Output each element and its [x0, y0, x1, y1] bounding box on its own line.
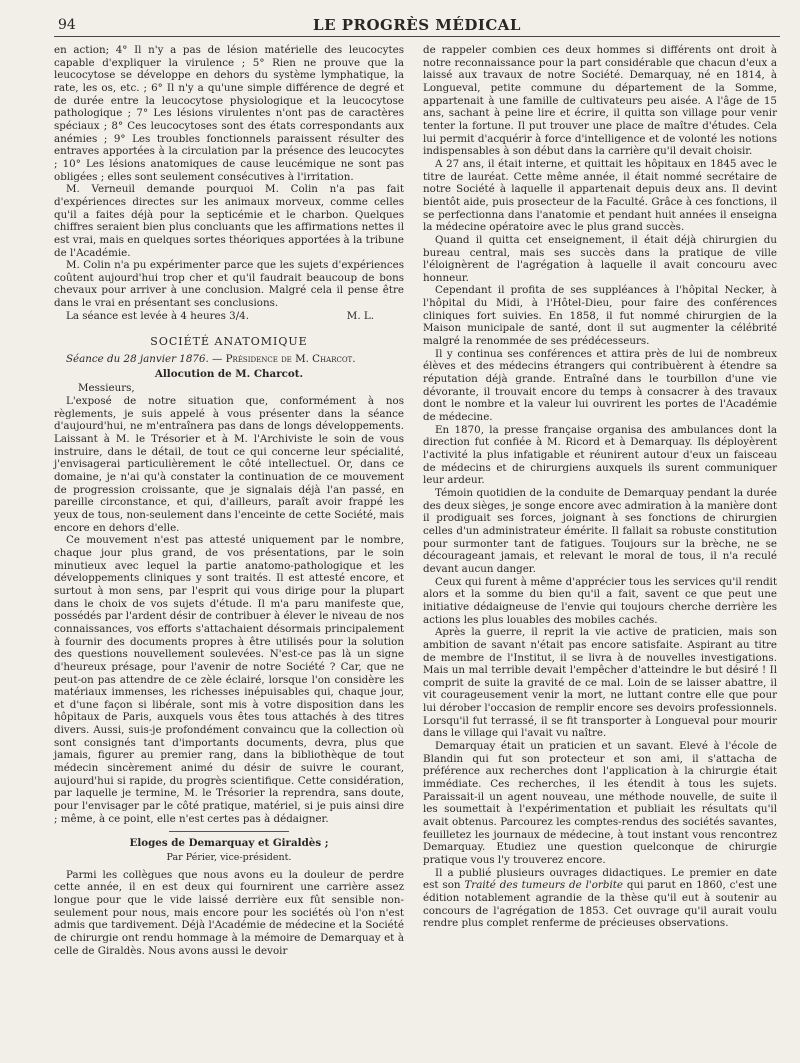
paragraph: Après la guerre, il reprit la vie active de praticien, mais son ambition de savant n'était pas encore satisfaite. Aspirant au titre de membre de l'Institut, il se livra à de nouvelles investigations. Mais un mal terrible devait l'empêcher d'atteindre le but désiré ! Il comprit de suite la gravité de ce mal. Loin de se laisser abattre, il vit courageusement venir la mort, ne luttant contre elle que pour lui dérober l'occasion de remplir encore ses devoirs professionnels. Lorsqu'il fut terrassé, il se fit transporter à Longueval pour mourir dans le village qui l'avait vu naître.: [423, 626, 777, 740]
paragraph: Cependant il profita de ses suppléances à l'hôpital Necker, à l'hôpital du Midi, à l'Hôtel-Dieu, pour faire des conférences cliniques fort suivies. En 1858, il fut nommé chirurgien de la Maison municipale de santé, dont il sut augmenter la célébrité malgré la renommée de ses prédécesseurs.: [423, 284, 777, 348]
page-header: [54, 14, 780, 37]
paragraph: A 27 ans, il était interne, et quittait les hôpitaux en 1845 avec le titre de lauréat. Cette même année, il était nommé secrétaire de notre Société à laquelle il appartenait depuis deux ans. Il devint bientôt aide, puis prosecteur de la Faculté. Grâce à ces fonctions, il se perfectionna dans l'anatomie et pendant huit années il enseigna la médecine opératoire avec le plus grand succès.: [423, 157, 777, 234]
paragraph: En 1870, la presse française organisa des ambulances dont la direction fut confiée à M. Ricord et à Demarquay. Ils déployèrent l'activité la plus infatigable et réunirent autour d'eux un faisceau de médecins et de chirurgiens auxquels ils surent communiquer leur ardeur.: [423, 423, 777, 487]
paragraph: L'exposé de notre situation que, conformément à nos règlements, je suis appelé à vous présenter dans la séance d'aujourd'hui, ne m'entraînera pas dans de longs développements. Laissant à M. le Trésorier et à M. l'Archiviste le soin de vous instruire, dans le détail, de tout ce qui concerne leur spécialité, j'envisagerai particulièrement le côté intellectuel. Or, dans ce domaine, je n'ai qu'à constater la continuation de ce mouvement de progression croissante, que je signalais déjà l'an passé, en pareille circonstance, et qui, d'ailleurs, paraît avoir frappé les yeux de tous, non-seulement dans l'enceinte de cette Société, mais encore en dehors d'elle.: [54, 395, 404, 534]
session-line: [54, 353, 404, 366]
left-column: [54, 44, 404, 957]
divider: [169, 831, 289, 832]
paragraph: M. Colin n'a pu expérimenter parce que les sujets d'expériences coûtent aujourd'hui trop cher et qu'il faudrait beaucoup de bons chevaux pour arriver à une conclusion. Malgré cela il pense être dans le vrai en présentant ses conclusions.: [54, 259, 404, 310]
paragraph: Demarquay était un praticien et un savant. Elevé à l'école de Blandin qui fut son protecteur et son ami, il s'attacha de préférence aux recherches dont l'application à la chirurgie était immédiate. Ces recherches, il les étendit à tous les sujets. Paraissait-il un agent nouveau, une méthode nouvelle, de suite il les soumettait à l'expérimentation et publiait les résultats qu'il avait obtenus. Parcourez les comptes-rendus des sociétés savantes, feuilletez les journaux de médecine, à tout instant vous rencontrez Demarquay. Etudiez une question quelconque de chirurgie pratique vous l'y trouverez encore.: [423, 740, 777, 866]
paragraph: [423, 867, 777, 930]
paragraph: Ce mouvement n'est pas attesté uniquement par le nombre, chaque jour plus grand, de vos présentations, par le soin minutieux avec lequel la partie anatomo-pathologique et les développements cliniques y sont traités. Il est attesté encore, et surtout à mon sens, par l'esprit qui vous dirige pour la plupart dans le choix de vos sujets d'étude. Il m'a paru manifeste que, possédés par l'ardent désir de contribuer à élever le niveau de nos connaissances, vos efforts s'attachaient désormais principalement à fournir des documents propres à être utilisés pour la solution des questions nouvellement soulevées. N'est-ce pas là un signe d'heureux présage, pour l'avenir de notre Société ? Car, que ne peut-on pas attendre de ce zèle éclairé, lorsque l'on considère les matériaux immenses, les richesses inépuisables qui, chaque jour, et d'une façon si libérale, sont mis à votre disposition dans les hôpitaux de Paris, auxquels vous êtes tous attachés à des titres divers. Aussi, suis-je profondément convaincu que la collection où sont consignés tant d'importants documents, devra, plus que jamais, figurer au premier rang, dans la bibliothèque de tout médecin sincèrement animé du désir de suivre le courant, aujourd'hui si rapide, du progrès scientifique. Cette considération, par laquelle je termine, M. le Trésorier la reprendra, sans doute, pour l'envisager par le côté pratique, matériel, si je puis ainsi dire ; même, à ce point, elle n'est certes pas à dédaigner.: [54, 534, 404, 825]
session-chair: — Présidence de M. Charcot.: [212, 353, 356, 366]
paragraph: M. Verneuil demande pourquoi M. Colin n'a pas fait d'expériences directes sur les animaux morveux, comme celles qu'il a faites déjà pour la septicémie et le charbon. Quelques chiffres seraient bien plus concluants que les affirmations nettes il est vrai, mais en quelques sortes théoriques apportées à la tribune de l'Académie.: [54, 183, 404, 259]
section-title: SOCIÉTÉ ANATOMIQUE: [150, 335, 308, 349]
session-date: Séance du 28 janvier 1876.: [66, 353, 209, 366]
paragraph: Ceux qui furent à même d'apprécier tous les services qu'il rendit alors et la somme du bien qu'il a fait, savent ce que peut une initiative dédaigneuse de l'envie qui toujours cherche derrière les actions les plus louables des mobiles cachés.: [423, 575, 777, 626]
book-title: Traité des tumeurs de l'orbite: [464, 879, 623, 892]
paragraph: Il y continua ses conférences et attira près de lui de nombreux élèves et des médecins étrangers qui contribuèrent à étendre sa réputation déjà grande. Entraîné dans le tourbillon d'une vie dévorante, il trouvait encore du temps à consacrer à des travaux dont le nombre et la valeur lui ouvrirent les portes de l'Académie de médecine.: [423, 347, 777, 424]
paragraph: Témoin quotidien de la conduite de Demarquay pendant la durée des deux sièges, je songe encore avec admiration à la manière dont il prodiguait ses forces, joignant à ses fonctions de chirurgien celles d'un administrateur émérite. Il fallait sa robuste constitution pour surmonter tant de fatigues. Toujours sur la brèche, ne se décourageant jamais, et relevant le moral de tous, il n'a reculé devant aucun danger.: [423, 486, 777, 575]
eloges-title: Eloges de Demarquay et Giraldès ;: [129, 837, 329, 850]
allocution-title: Allocution de M. Charcot.: [154, 367, 304, 380]
closing-text: La séance est levée à 4 heures 3/4.: [66, 309, 249, 322]
closing-line: [54, 310, 404, 323]
salutation: Messieurs,: [78, 382, 135, 395]
paragraph: de rappeler combien ces deux hommes si différents ont droit à notre reconnaissance pour la part considérable que chacun d'eux a laissé aux travaux de notre Société. Demarquay, né en 1814, à Longueval, petite commune du département de la Somme, appartenait à une famille de cultivateurs peu aisée. A l'âge de 15 ans, sachant à peine lire et écrire, il quitta son village pour venir tenter la fortune. Il put trouver une place de maître d'études. Cela lui permit d'acquérir à force d'intelligence et de volonté les notions indispensables à son début dans la carrière qu'il devait choisir.: [423, 44, 777, 158]
paragraph: Parmi les collègues que nous avons eu la douleur de perdre cette année, il en est deux qui fournirent une carrière assez longue pour que le vide laissé derrière eux fût sensible non-seulement pour nous, mais encore pour les sociétés où l'on n'est admis que tardivement. Déjà l'Académie de médecine et la Société de chirurgie ont rendu hommage à la mémoire de Demarquay et à celle de Giraldès. Nous avons aussi le devoir: [54, 868, 404, 957]
eloges-byline: Par Périer, vice-président.: [166, 852, 292, 864]
right-column: [423, 44, 777, 930]
paragraph: en action; 4° Il n'y a pas de lésion matérielle des leucocytes capable d'expliquer la virulence ; 5° Rien ne prouve que la leucocytose se développe en dehors du système lymphatique, la rate, les os, etc. ; 6° Il n'y a qu'une simple différence de degré et de durée entre la leucocytose physiologique et la leucocytose pathologique ; 7° Les lésions virulentes n'ont pas de caractères spéciaux ; 8° Ces leucocytoses sont des états correspondants aux anémies ; 9° Les troubles fonctionnels paraissent résulter des entraves apportées à la circulation par la présence des leucocytes ; 10° Les lésions anatomiques de cause leucémique ne sont pas obligées ; elles sont seulement consécutives à l'irritation.: [54, 44, 404, 183]
paragraph: Quand il quitta cet enseignement, il était déjà chirurgien du bureau central, mais ses succès dans la pratique de ville l'éloignèrent de l'agrégation à laquelle il avait concouru avec honneur.: [423, 233, 777, 284]
text-run: Il a publié plusieurs ouvrages didactiques. Le premier en date est son: [423, 866, 777, 892]
journal-title: LE PROGRÈS MÉDICAL: [313, 16, 521, 34]
closing-signature: M. L.: [346, 309, 374, 322]
page-number: 94: [58, 17, 76, 33]
text-run: qui parut en 1860, c'est une édition notablement agrandie de la thèse qu'il eut à soutenir au concours de l'agrégation de 1853. Cet ouvrage qu'il aurait voulu rendre plus complet renferme de précieuses observations.: [423, 879, 777, 930]
